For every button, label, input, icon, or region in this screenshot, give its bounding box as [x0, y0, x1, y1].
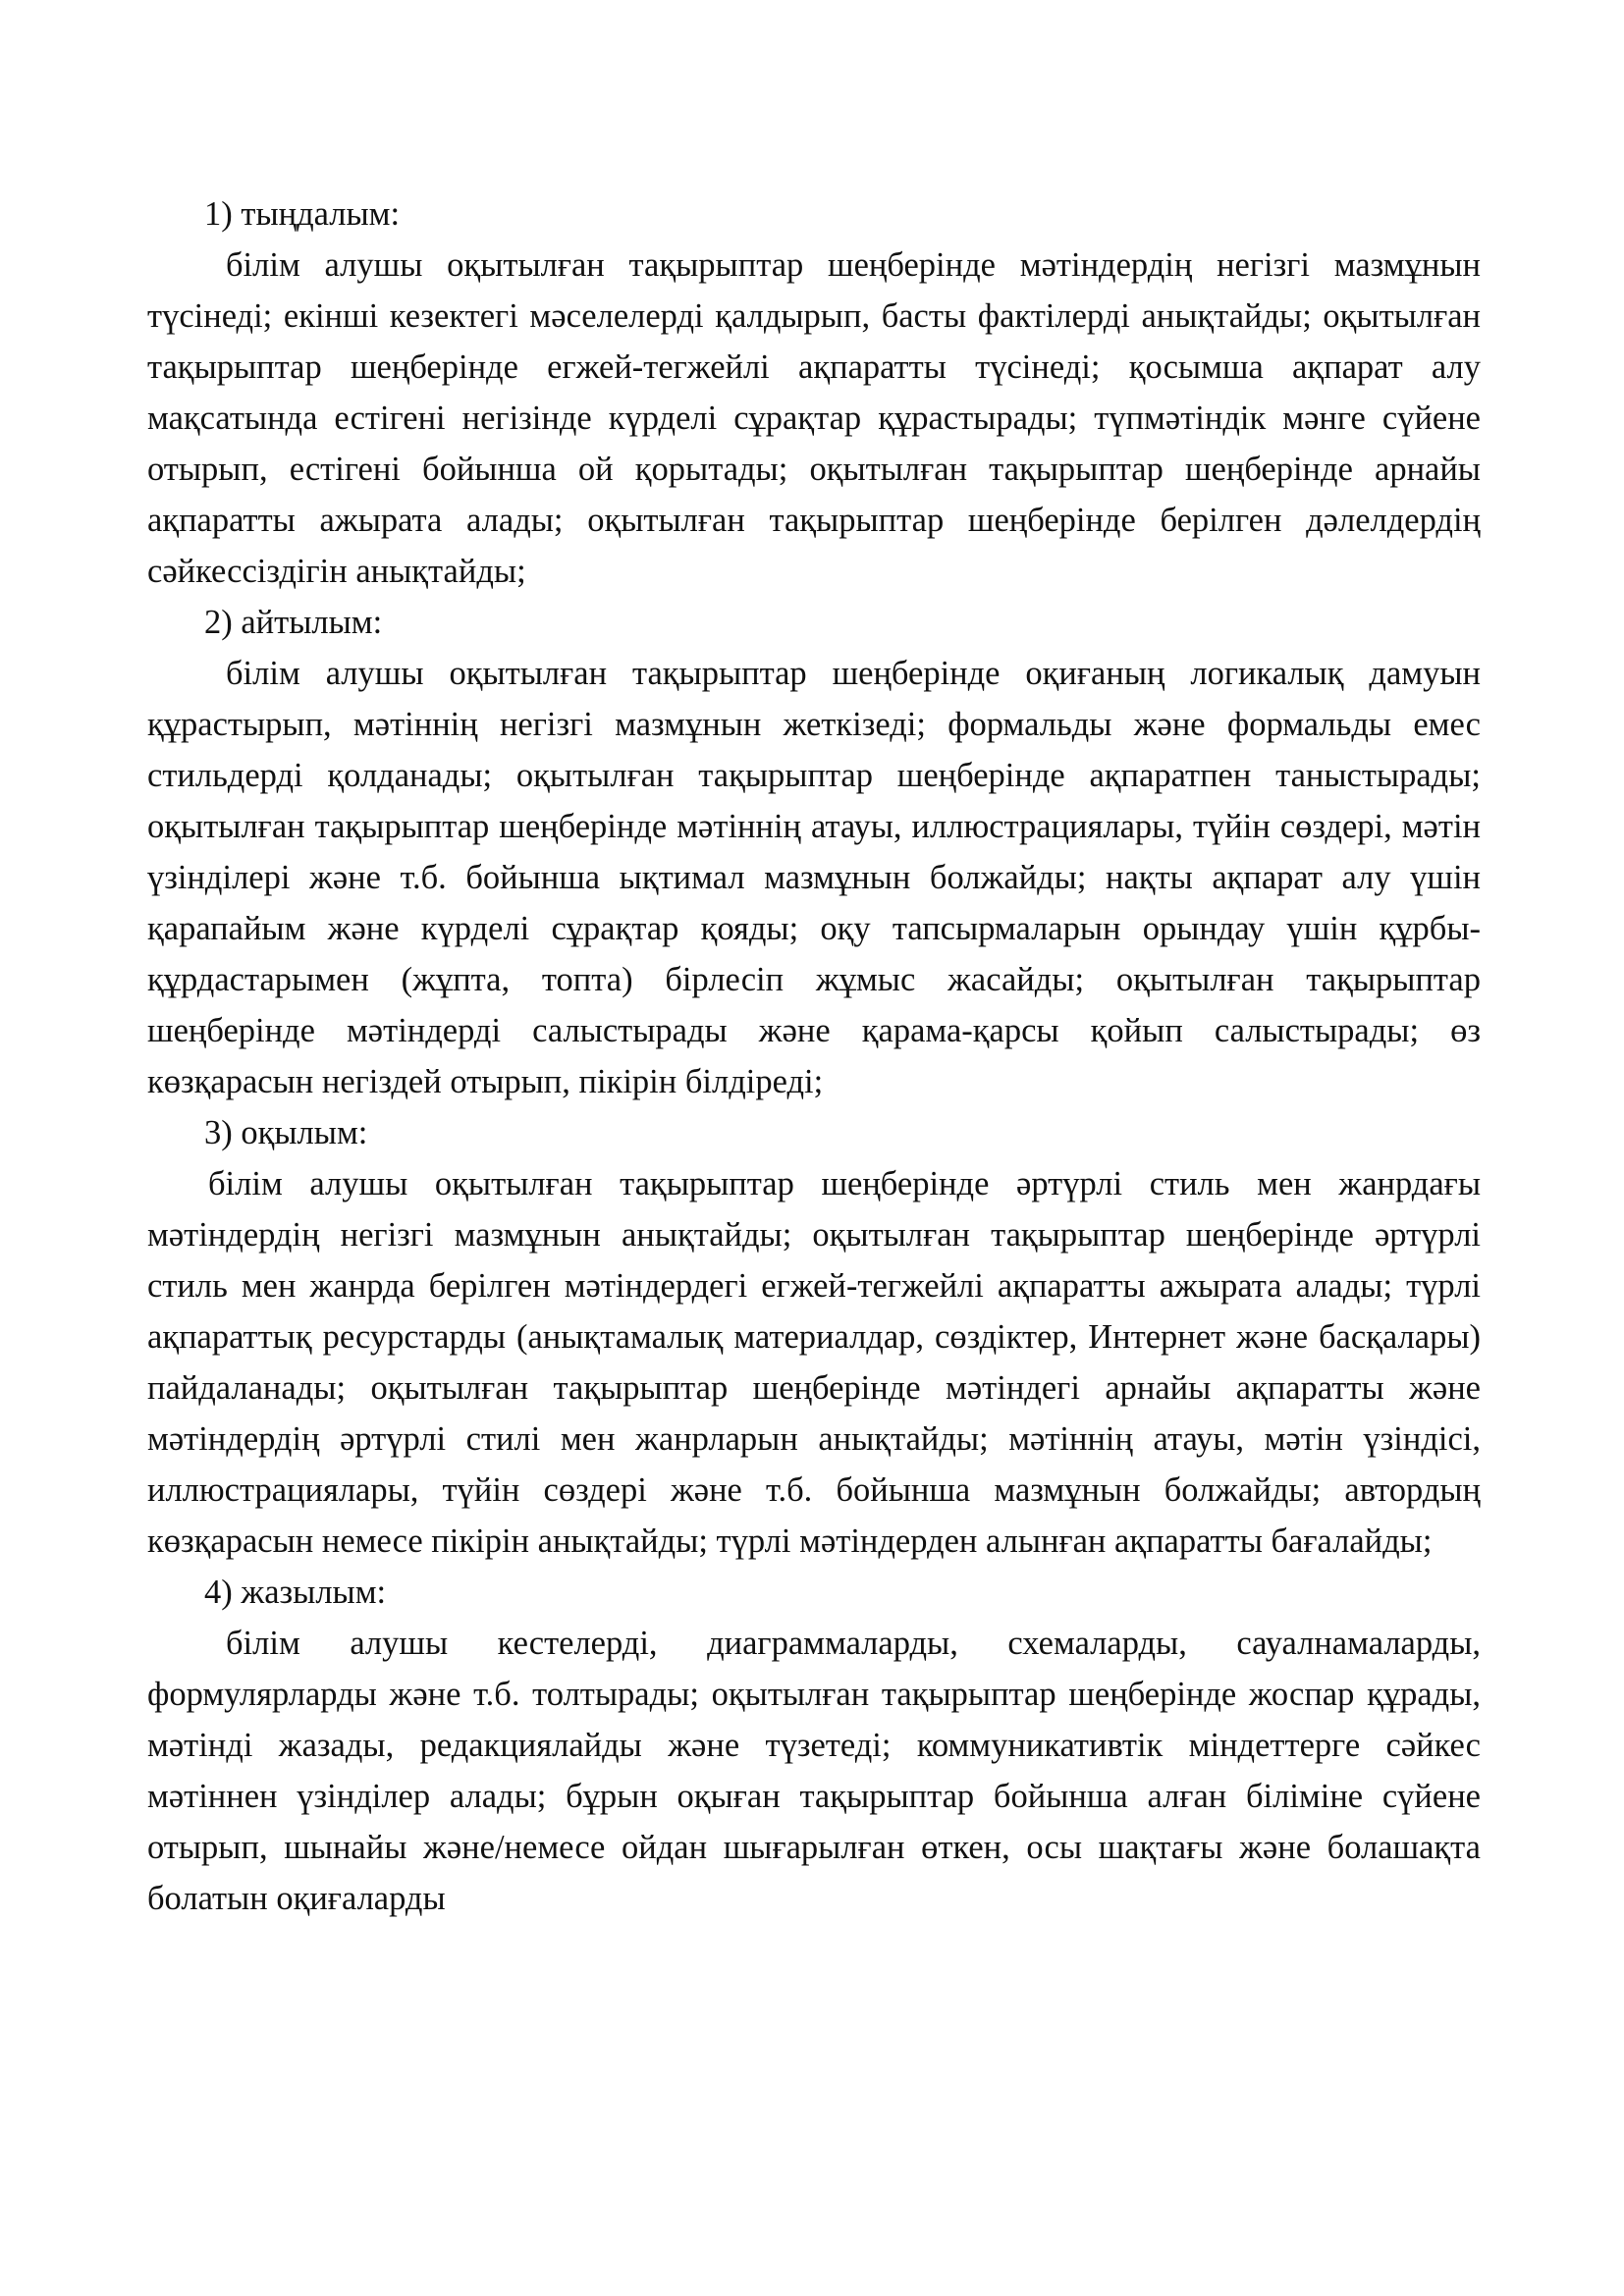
document-page	[147, 188, 1481, 1924]
section-heading-listening: 1) тыңдалым:	[204, 195, 401, 233]
section-heading-speaking: 2) айтылым:	[204, 604, 383, 641]
section-text-listening: білім алушы оқытылған тақырыптар шеңберінде мәтіндердің негізгі мазмұнын түсінеді; екінші кезектегі мәселелерді қалдырып, басты фактілерді анықтайды; оқытылған тақырыптар шеңберінде егжей-тегжейлі ақпаратты түсінеді; қосымша ақпарат алу мақсатында естігені негізінде күрделі сұрақтар құрастырады; түпмәтіндік мәнге сүйене отырып, естігені бойынша ой қорытады; оқытылған тақырыптар шеңберінде арнайы ақпаратты ажырата алады; оқытылған тақырыптар шеңберінде берілген дәлелдердің сәйкессіздігін анықтайды;	[147, 246, 1481, 590]
section-heading-reading: 3) оқылым:	[204, 1114, 368, 1151]
section-text-reading: білім алушы оқытылған тақырыптар шеңберінде әртүрлі стиль мен жанрдағы мәтіндердің негізгі мазмұнын анықтайды; оқытылған тақырыптар шеңберінде әртүрлі стиль мен жанрда берілген мәтіндердегі егжей-тегжейлі ақпаратты ажырата алады; түрлі ақпараттық ресурстарды (анықтамалық материалдар, сөздіктер, Интернет және басқалары) пайдаланады; оқытылған тақырыптар шеңберінде мәтіндегі арнайы ақпаратты және мәтіндердің әртүрлі стилі мен жанрларын анықтайды; мәтіннің атауы, мәтін үзіндісі, иллюстрациялары, түйін сөздері және т.б. бойынша мазмұнын болжайды; автордың көзқарасын немесе пікірін анықтайды; түрлі мәтіндерден алынған ақпаратты бағалайды;	[147, 1165, 1481, 1560]
section-heading-writing: 4) жазылым:	[204, 1574, 387, 1611]
section-text-speaking: білім алушы оқытылған тақырыптар шеңберінде оқиғаның логикалық дамуын құрастырып, мәтіннің негізгі мазмұнын жеткізеді; формальды және формальды емес стильдерді қолданады; оқытылған тақырыптар шеңберінде ақпаратпен таныстырады; оқытылған тақырыптар шеңберінде мәтіннің атауы, иллюстрациялары, түйін сөздері, мәтін үзінділері және т.б. бойынша ықтимал мазмұнын болжайды; нақты ақпарат алу үшін қарапайым және күрделі сұрақтар қояды; оқу тапсырмаларын орындау үшін құрбы-құрдастарымен (жұпта, топта) бірлесіп жұмыс жасайды; оқытылған тақырыптар шеңберінде мәтіндерді салыстырады және қарама-қарсы қойып салыстырады; өз көзқарасын негіздей отырып, пікірін білдіреді;	[147, 655, 1481, 1100]
section-text-writing: білім алушы кестелерді, диаграммаларды, схемаларды, сауалнамаларды, формулярларды және т.б. толтырады; оқытылған тақырыптар шеңберінде жоспар құрады, мәтінді жазады, редакциялайды және түзетеді; коммуникативтік міндеттерге сәйкес мәтіннен үзінділер алады; бұрын оқыған тақырыптар бойынша алған біліміне сүйене отырып, шынайы және/немесе ойдан шығарылған өткен, осы шақтағы және болашақта болатын оқиғаларды	[147, 1625, 1481, 1917]
